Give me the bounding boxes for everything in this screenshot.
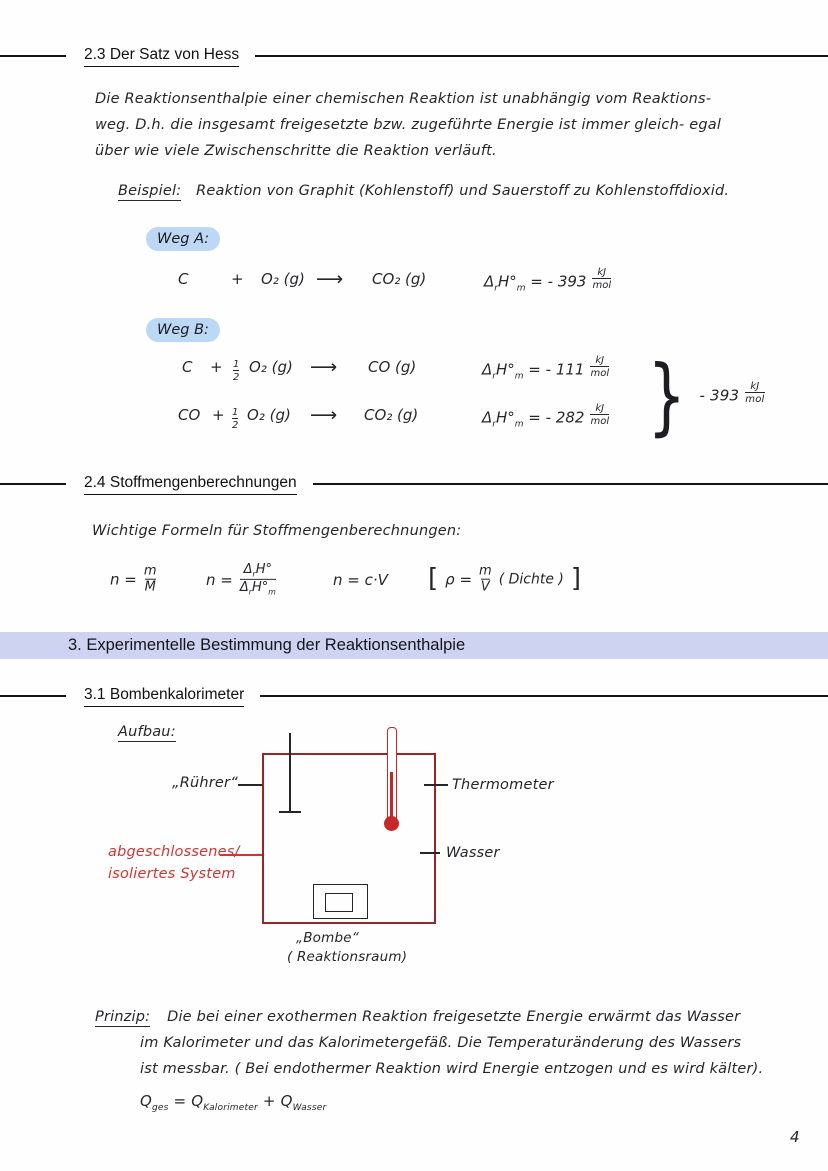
- reactant-1: CO: [178, 406, 201, 424]
- product: CO (g): [368, 358, 417, 376]
- unit-fraction: [590, 403, 609, 427]
- hess-paragraph: [95, 86, 721, 164]
- plus-sign: +: [257, 1092, 281, 1110]
- subscript-r: r: [492, 419, 496, 430]
- one-half-fraction: [232, 407, 238, 431]
- prinzip-label: Prinzip:: [95, 1009, 151, 1025]
- enthalpy-symbol: H°: [495, 360, 515, 379]
- paragraph-line: Die Reaktionsenthalpie einer chemischen Reaktion ist unabhängig vom Reaktions-: [95, 91, 712, 107]
- weg-a-label: Weg A:: [146, 227, 220, 251]
- label-bombe: „Bombe“: [296, 930, 359, 946]
- enthalpy-symbol: H°: [497, 272, 517, 291]
- beispiel-label: Beispiel:: [118, 183, 182, 199]
- header-rule-right: [313, 483, 828, 485]
- reactant-2: O₂ (g): [247, 406, 291, 424]
- reactant-1: C: [178, 270, 189, 288]
- beispiel-text: Reaktion von Graphit (Kohlenstoff) und Sauerstoff zu Kohlenstoffdioxid.: [196, 183, 730, 199]
- header-rule-left: [0, 55, 66, 57]
- enthalpy-symbol: H°: [495, 408, 515, 427]
- brace-result: [699, 381, 765, 408]
- reactant-2: O₂ (g): [261, 270, 305, 288]
- fraction: [144, 565, 157, 596]
- formula-row: [0, 556, 828, 604]
- formula-lhs: ρ =: [445, 571, 473, 589]
- section-header-stoffmengen: [0, 472, 828, 496]
- enthalpy-value: [484, 267, 612, 294]
- delta-symbol: Δ: [484, 272, 495, 291]
- header-rule-right: [255, 55, 828, 57]
- formulas-intro: Wichtige Formeln für Stoffmengenberechnungen:: [92, 523, 462, 539]
- prinzip-block: [95, 1004, 763, 1082]
- close-bracket: ]: [570, 564, 582, 594]
- delta-symbol: Δ: [482, 360, 493, 379]
- unit-denominator: mol: [590, 416, 610, 427]
- weg-b-label: Weg B:: [146, 318, 220, 342]
- section-title-kalorimeter: 3.1 Bombenkalorimeter: [84, 686, 244, 707]
- formula-n-cV: n = c·V: [333, 571, 388, 589]
- subscript-m: m: [514, 419, 524, 430]
- formula-lhs: n =: [110, 571, 137, 589]
- label-wasser: Wasser: [446, 845, 500, 861]
- half-denominator: 2: [232, 420, 239, 431]
- product: CO₂ (g): [372, 270, 427, 288]
- reactant-1: C: [182, 358, 193, 376]
- subscript-r: r: [492, 371, 496, 382]
- formula-n-enthalpy: [206, 563, 276, 597]
- section-3-banner: [0, 632, 828, 659]
- enthalpy-number: = - 393: [525, 272, 587, 291]
- fraction: [479, 565, 492, 596]
- section-title-hess: 2.3 Der Satz von Hess: [84, 46, 239, 67]
- stirrer-rod: [289, 733, 291, 813]
- unit-fraction: [590, 355, 609, 379]
- equation-weg-a: [0, 267, 828, 306]
- connector-thermometer: [424, 784, 448, 786]
- reaction-arrow: ⟶: [310, 404, 338, 426]
- q-equation: [140, 1092, 326, 1113]
- unit-denominator: mol: [745, 394, 765, 405]
- thermometer-bulb: [384, 816, 399, 831]
- enthalpy-number: = - 111: [523, 360, 585, 379]
- unit-denominator: mol: [590, 368, 610, 379]
- beispiel-line: [118, 183, 729, 199]
- q-symbol: Q: [191, 1092, 204, 1110]
- subscript-m: m: [516, 283, 526, 294]
- denominator: $\Delta_rH^\circ_m$: [239, 580, 276, 597]
- bomb-vessel-inner: [325, 893, 353, 912]
- section-header-kalorimeter: [0, 684, 828, 708]
- half-numerator: 1: [233, 359, 240, 370]
- paragraph-line: über wie viele Zwischenschritte die Reaktion verläuft.: [95, 143, 497, 159]
- unit-numerator: kJ: [595, 403, 605, 414]
- brace-glyph: }: [647, 347, 686, 445]
- unit-fraction: [592, 267, 611, 291]
- half-denominator: 2: [233, 372, 240, 383]
- prinzip-line: [95, 1004, 763, 1030]
- connector-wasser: [420, 852, 440, 854]
- q-subscript-ges: ges: [152, 1103, 169, 1113]
- formula-n-m-over-M: [110, 565, 157, 596]
- numerator: $\Delta_rH^\circ$: [243, 561, 273, 579]
- stirrer-paddle: [279, 811, 301, 813]
- unit-numerator: kJ: [595, 355, 605, 366]
- fraction: [240, 563, 276, 597]
- unit-numerator: kJ: [597, 267, 607, 278]
- density-note: ( Dichte ): [498, 572, 564, 588]
- section-header-hess: [0, 44, 828, 68]
- open-bracket: [: [428, 564, 439, 594]
- paragraph-line: weg. D.h. die insgesamt freigesetzte bzw. zugeführte Energie ist immer gleich- egal: [95, 117, 722, 133]
- thermometer-fill: [390, 772, 393, 820]
- plus-sign: +: [212, 406, 225, 424]
- delta-symbol: Δ: [482, 408, 493, 427]
- reactant-2: O₂ (g): [249, 358, 293, 376]
- prinzip-line: im Kalorimeter und das Kalorimetergefäß. Die Temperaturänderung des Wassers: [140, 1035, 742, 1051]
- header-rule-left: [0, 695, 66, 697]
- q-subscript-wasser: Wasser: [292, 1103, 327, 1113]
- hess-sum-group: [640, 347, 765, 445]
- equals-sign: =: [168, 1092, 192, 1110]
- denominator: V: [480, 580, 490, 595]
- reaction-arrow: ⟶: [316, 268, 344, 290]
- q-symbol: Q: [140, 1092, 153, 1110]
- aufbau-label: Aufbau:: [118, 724, 176, 740]
- header-rule-left: [0, 483, 66, 485]
- label-ruehrer: „Rührer“: [172, 775, 238, 791]
- label-system-line2: isoliertes System: [108, 866, 236, 882]
- section-3-title: 3. Experimentelle Bestimmung der Reaktionsenthalpie: [68, 636, 466, 654]
- sum-value: - 393: [699, 386, 740, 405]
- plus-sign: +: [210, 358, 223, 376]
- subscript-r: r: [494, 283, 498, 294]
- connector-ruehrer: [238, 784, 262, 786]
- subscript-m: m: [514, 371, 524, 382]
- plus-sign: +: [231, 270, 244, 288]
- unit-numerator: kJ: [750, 381, 760, 392]
- numerator: m: [479, 563, 492, 579]
- section-title-stoffmengen: 2.4 Stoffmengenberechnungen: [84, 474, 297, 495]
- enthalpy-value: [482, 403, 610, 430]
- formula-density: [428, 565, 581, 596]
- denominator: M: [144, 580, 156, 595]
- numerator: m: [143, 563, 157, 579]
- prinzip-line: ist messbar. ( Bei endothermer Reaktion wird Energie entzogen und es wird kälter).: [140, 1061, 764, 1077]
- label-system-line1: abgeschlossenes/: [108, 844, 240, 860]
- header-rule-right: [260, 695, 828, 697]
- q-subscript-kalorimeter: Kalorimeter: [203, 1103, 258, 1113]
- enthalpy-value: [482, 355, 610, 382]
- q-symbol: Q: [280, 1092, 293, 1110]
- product: CO₂ (g): [364, 406, 419, 424]
- prinzip-text: Die bei einer exothermen Reaktion freigesetzte Energie erwärmt das Wasser: [167, 1009, 741, 1025]
- page-number: 4: [790, 1128, 800, 1146]
- formula-lhs: n =: [206, 571, 233, 589]
- half-numerator: 1: [232, 407, 239, 418]
- unit-fraction: [745, 381, 764, 405]
- label-reaktionsraum: ( Reaktionsraum): [287, 949, 408, 965]
- unit-denominator: mol: [592, 280, 612, 291]
- enthalpy-number: = - 282: [523, 408, 585, 427]
- reaction-arrow: ⟶: [310, 356, 338, 378]
- one-half-fraction: [233, 359, 239, 383]
- label-thermometer: Thermometer: [452, 777, 554, 793]
